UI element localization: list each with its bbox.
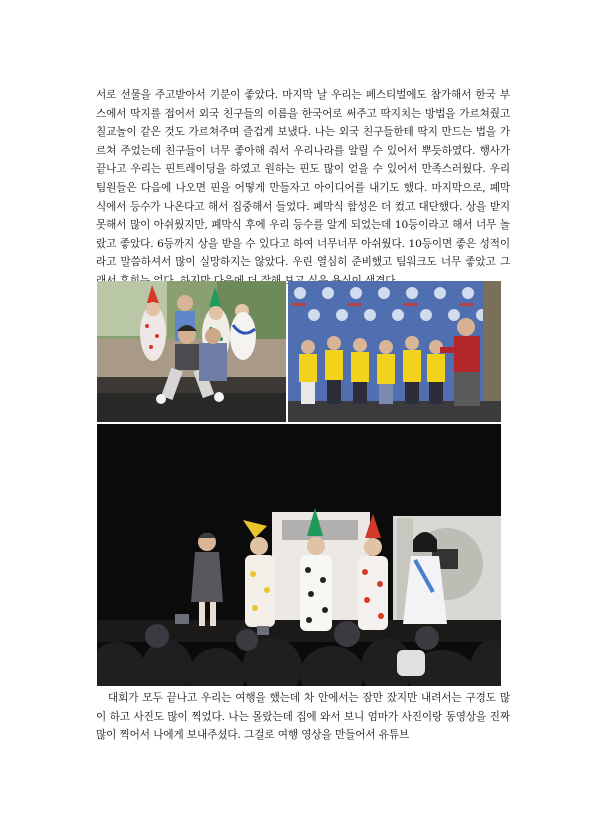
body-paragraph-2: 대회가 모두 끝나고 우리는 여행을 했는데 차 안에서는 잠만 잤지만 내려서는 구경도 많이 하고 사진도 많이 찍었다. 나는 몰랐는데 집에 와서 보니 엄마가 사진이랑 동영상을 진짜 많이 찍어서 나에게 보내주셨다. 그걸로 여행 영상을 만들어서 유튜브: [96, 692, 510, 742]
team-award-photo: [288, 281, 501, 422]
costume-team-photo: [97, 281, 286, 422]
stage-performance-photo: [97, 424, 501, 686]
body-paragraph-1: 서로 선물을 주고받아서 기분이 좋았다. 마지막 날 우리는 페스티벌에도 참가해서 한국 부스에서 딱지를 접어서 외국 친구들의 이름을 한국어로 써주고 딱지치는 방법을 가르쳐줬고 칠교놀이 같은 것도 가르쳐주며 즐겁게 보냈다. 나는 외국 친구들한테 딱지 만드는 법을 가르쳐 주었는데 친구들이 너무 좋아해 줘서 우리나라를 알릴 수 있어서 뿌듯하였다. 행사가 끝나고 우리는 핀트레이딩을 하였고 원하는 핀도 많이 얻을 수 있어서 만족스러웠다. 우리 팀원들은 다음에 나오면 핀을 어떻게 만들자고 아이디어를 내기도 했다. 마지막으로, 폐막식에서 등수가 나온다고 해서 집중해서 들었다. 폐막식 함성은 더 컸고 대단했다. 상을 받지 못해서 많이 아쉬웠지만, 폐막식 후에 우리 등수를 알게 되었는데 10등이라고 해서 너무 놀랐고 좋았다. 6등까지 상을 받을 수 있다고 하여 너무너무 아쉬웠다. 10등이면 좋은 성적이라고 말씀하셔서 많이 실망하지는 않았다. 우린 열심히 준비했고 팀워크도 너무 좋았고 그: [96, 89, 510, 269]
